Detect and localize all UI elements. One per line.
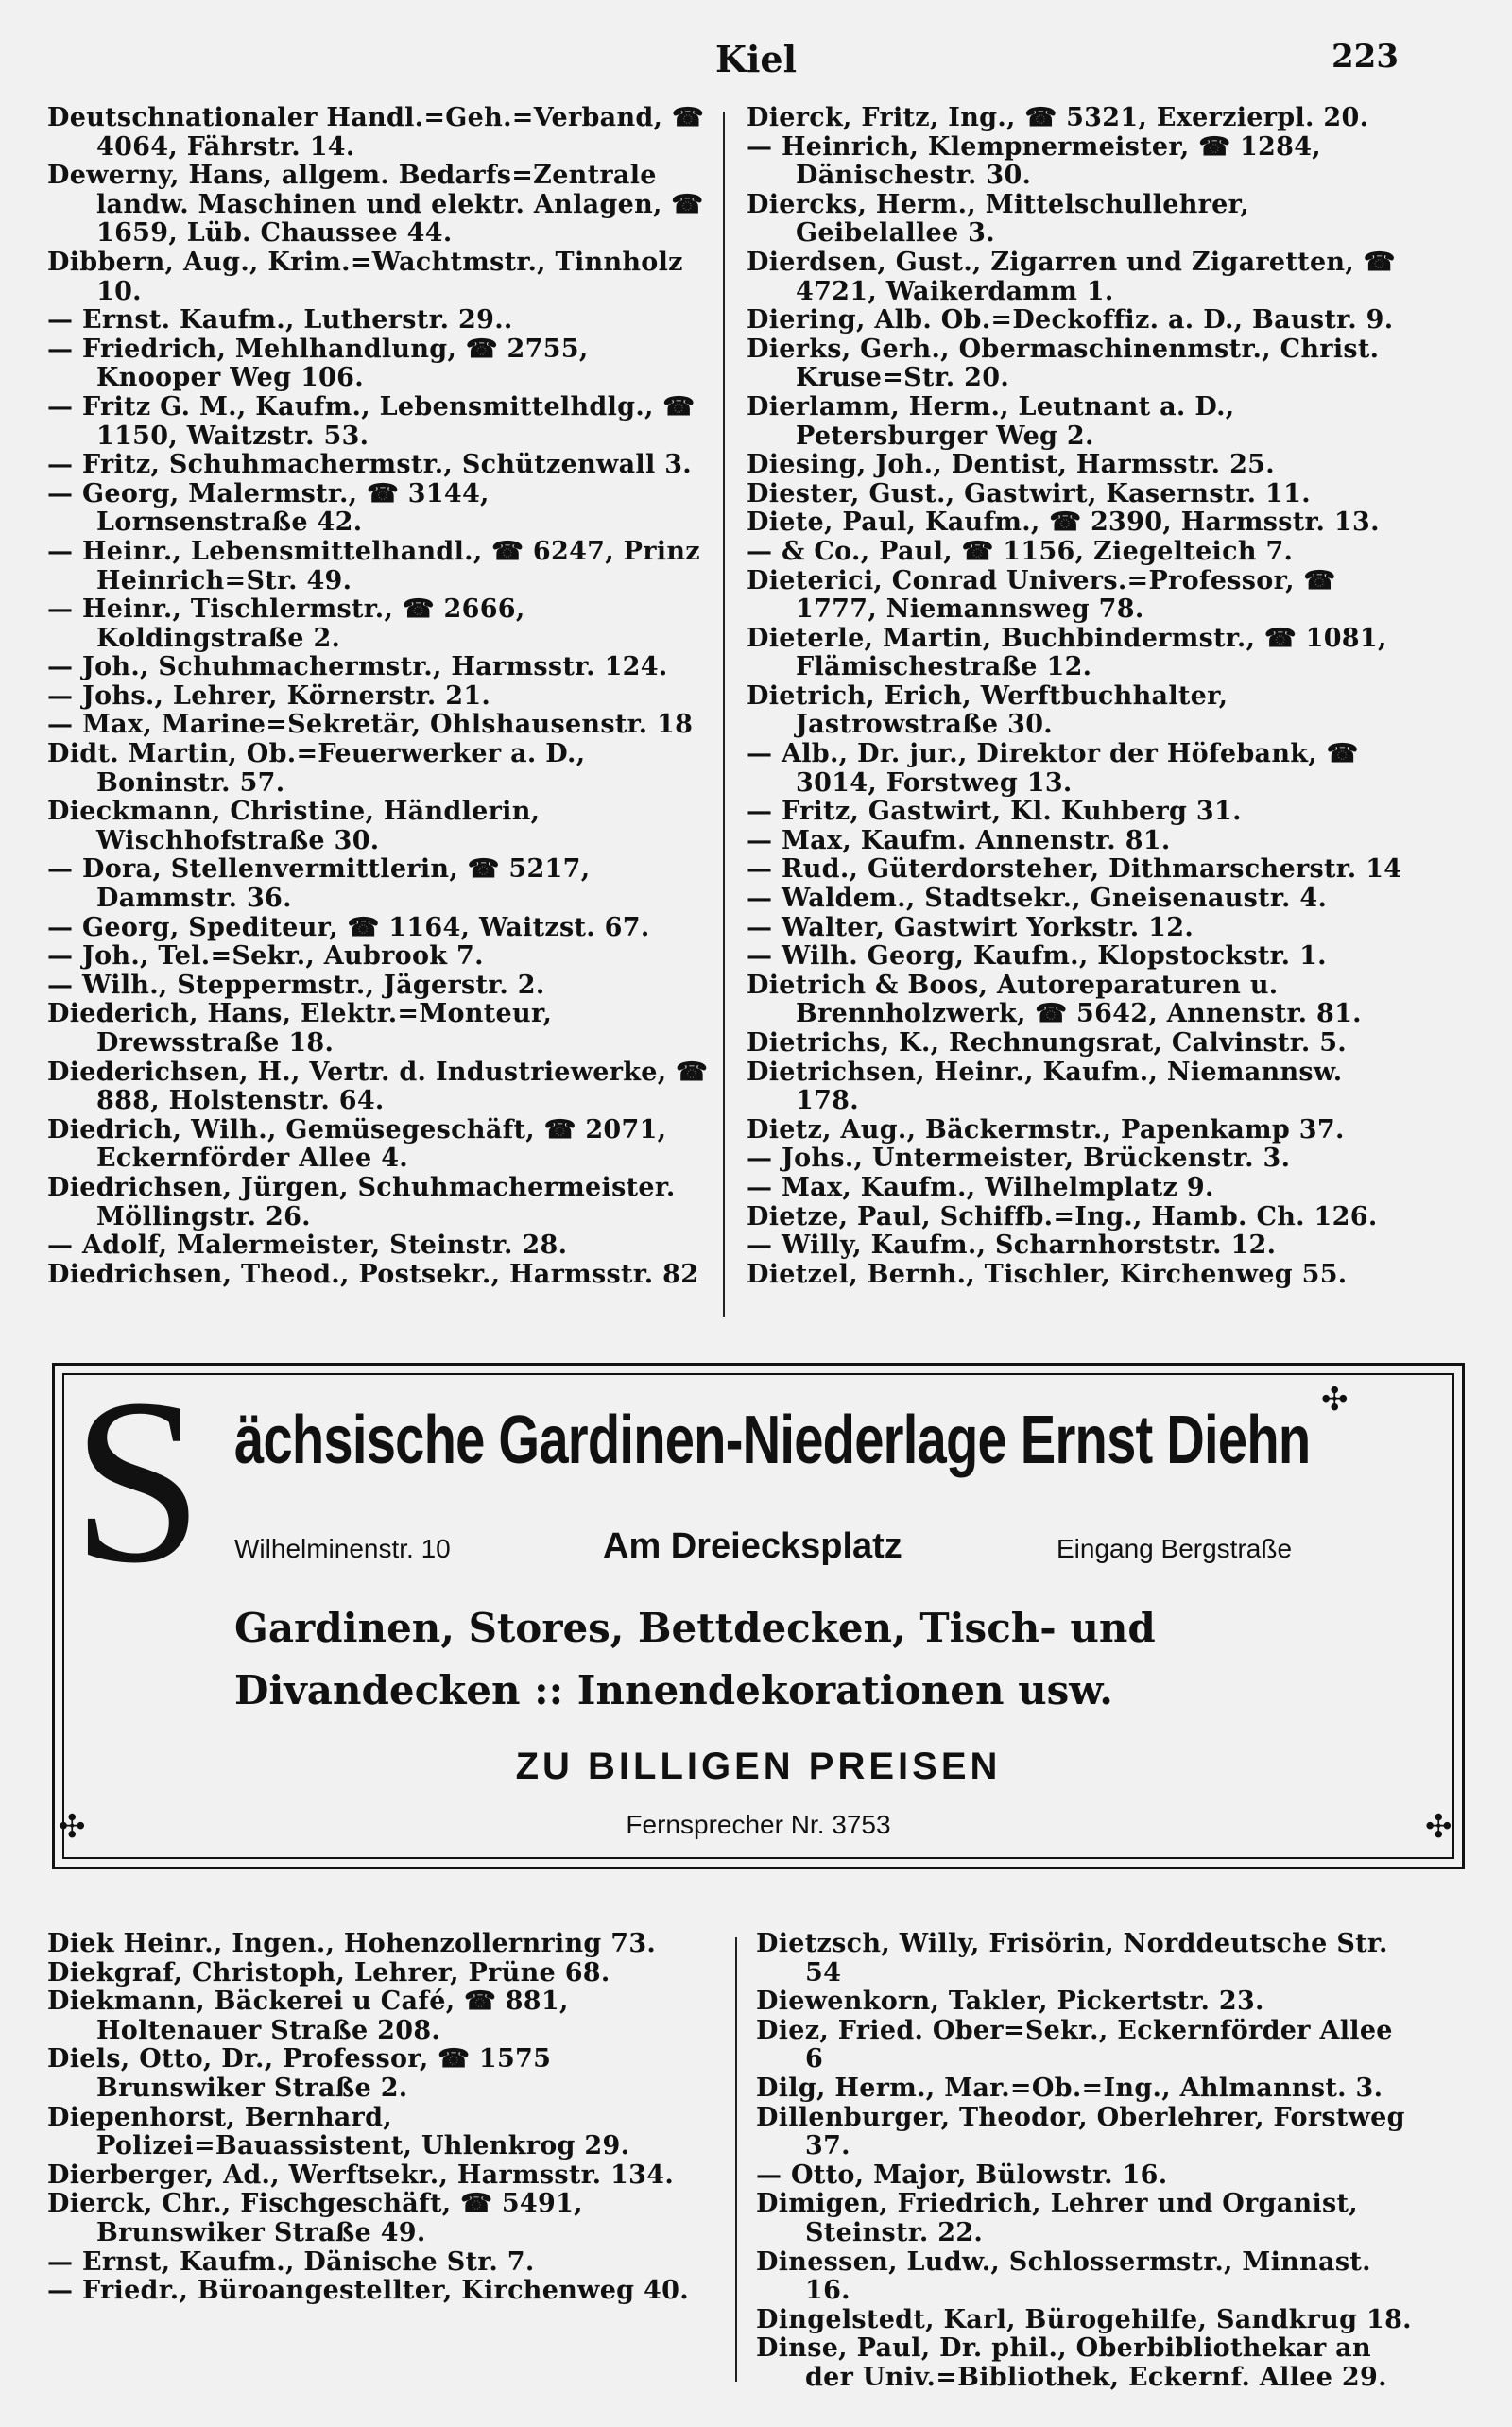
directory-entry: Diekgraf, Christoph, Lehrer, Prüne 68.: [47, 1957, 610, 1988]
directory-entry: Dibbern, Aug., Krim.=Wachtmstr., Tinnholz 10.: [47, 247, 683, 306]
city-title: Kiel: [714, 38, 798, 80]
directory-entry: Dingelstedt, Karl, Bürogehilfe, Sandkrug 18.: [756, 2304, 1412, 2334]
directory-entry: — Johs., Lehrer, Körnerstr. 21.: [47, 680, 491, 711]
advertisement-box: [52, 1351, 1465, 1869]
directory-entry: Diedrichsen, Theod., Postsekr., Harmsstr. 82: [47, 1259, 699, 1289]
directory-entry: Diekmann, Bäckerei u Café, ☎ 881, Holtenauer Straße 208.: [47, 1987, 569, 2045]
directory-entry: — Fritz, Schuhmachermstr., Schützenwall 3.: [47, 450, 692, 480]
directory-entry: Dewerny, Hans, allgem. Bedarfs=Zentrale landw. Maschinen und elektr. Anlagen, ☎ 1659, Lüb. Chaussee 44.: [47, 161, 704, 249]
directory-entry: Dierck, Fritz, Ing., ☎ 5321, Exerzierpl. 20.: [747, 103, 1369, 132]
directory-entry: — Walter, Gastwirt Yorkstr. 12.: [747, 912, 1194, 942]
directory-entry: Diek Heinr., Ingen., Hohenzollernring 73.: [47, 1929, 657, 1958]
directory-entry: — Max, Marine=Sekretär, Ohlshausenstr. 18: [47, 710, 694, 740]
ornament-icon: ✣: [1425, 1808, 1452, 1846]
directory-entry: Dietzel, Bernh., Tischler, Kirchenweg 55.: [747, 1259, 1348, 1289]
directory-entry: — Max, Kaufm. Annenstr. 81.: [747, 825, 1171, 855]
ad-slogan: ZU BILLIGEN PREISEN: [515, 1746, 1002, 1787]
ad-products-line: Divandecken :: Innendekorationen usw.: [234, 1667, 1113, 1713]
directory-entry: Dillenburger, Theodor, Oberlehrer, Forstweg 37.: [756, 2102, 1405, 2161]
directory-entry: Deutschnationaler Handl.=Geh.=Verband, ☎ 4064, Fährstr. 14.: [47, 103, 704, 162]
directory-entry: Diez, Fried. Ober=Sekr., Eckernförder Allee 6: [756, 2015, 1393, 2074]
directory-entry: — Georg, Spediteur, ☎ 1164, Waitzst. 67.: [47, 912, 650, 942]
directory-entry: — Georg, Malermstr., ☎ 3144, Lornsenstraße 42.: [47, 478, 490, 538]
directory-entry: — Joh., Schuhmachermstr., Harmsstr. 124.: [47, 652, 668, 682]
directory-entry: Dinse, Paul, Dr. phil., Oberbibliothekar an der Univ.=Bibliothek, Eckernf. Allee 29.: [756, 2333, 1387, 2392]
directory-entry: Dietz, Aug., Bäckermstr., Papenkamp 37.: [747, 1114, 1345, 1145]
directory-entry: Dieckmann, Christine, Händlerin, Wischhofstraße 30.: [47, 797, 541, 855]
column-divider: [723, 112, 725, 1317]
directory-entry: Dimigen, Friedrich, Lehrer und Organist, Steinstr. 22.: [756, 2189, 1359, 2247]
directory-entry: Diesing, Joh., Dentist, Harmsstr. 25.: [747, 450, 1275, 480]
directory-entry: — Friedrich, Mehlhandlung, ☎ 2755, Knooper Weg 106.: [47, 334, 589, 393]
directory-entry: Diederichsen, H., Vertr. d. Industriewerke, ☎ 888, Holstenstr. 64.: [47, 1057, 709, 1116]
directory-entry: Dierlamm, Herm., Leutnant a. D., Petersburger Weg 2.: [747, 391, 1235, 451]
directory-entry: Dietrich & Boos, Autoreparaturen u. Brennholzwerk, ☎ 5642, Annenstr. 81.: [747, 970, 1362, 1029]
directory-entry: Dieterici, Conrad Univers.=Professor, ☎ 1777, Niemannsweg 78.: [747, 565, 1336, 625]
directory-column-bottom-right: [756, 1930, 1418, 2393]
directory-entry: — Wilh., Steppermstr., Jägerstr. 2.: [47, 970, 545, 1000]
directory-entry: Dierberger, Ad., Werftsekr., Harmsstr. 134.: [47, 2160, 675, 2190]
directory-entry: — Johs., Untermeister, Brückenstr. 3.: [747, 1144, 1291, 1174]
directory-entry: Dietrichs, K., Rechnungsrat, Calvinstr. 5.: [747, 1028, 1348, 1058]
directory-entry: Dilg, Herm., Mar.=Ob.=Ing., Ahlmannst. 3.: [756, 2073, 1383, 2103]
directory-entry: — Alb., Dr. jur., Direktor der Höfebank, ☎ 3014, Forstweg 13.: [747, 739, 1359, 798]
ornament-icon: ✣: [59, 1808, 86, 1846]
directory-entry: — Dora, Stellenvermittlerin, ☎ 5217, Dammstr. 36.: [47, 854, 591, 914]
directory-entry: — Fritz G. M., Kaufm., Lebensmittelhdlg., ☎ 1150, Waitzstr. 53.: [47, 391, 696, 451]
directory-entry: Dierck, Chr., Fischgeschäft, ☎ 5491, Brunswiker Straße 49.: [47, 2189, 583, 2247]
ad-address: Wilhelminenstr. 10: [234, 1534, 451, 1563]
directory-entry: — Heinrich, Klempnermeister, ☎ 1284, Dänischestr. 30.: [747, 131, 1322, 191]
directory-entry: Dietze, Paul, Schiffb.=Ing., Hamb. Ch. 126.: [747, 1201, 1378, 1231]
directory-entry: — & Co., Paul, ☎ 1156, Ziegelteich 7.: [747, 536, 1294, 566]
directory-entry: — Fritz, Gastwirt, Kl. Kuhberg 31.: [747, 797, 1242, 827]
column-divider: [735, 1937, 737, 2382]
ad-products: [234, 1597, 1156, 1722]
directory-entry: Diewenkorn, Takler, Pickertstr. 23.: [756, 1987, 1264, 2017]
directory-entry: Diedrichsen, Jürgen, Schuhmachermeister. Möllingstr. 26.: [47, 1172, 676, 1231]
directory-entry: — Waldem., Stadtsekr., Gneisenaustr. 4.: [747, 884, 1328, 914]
directory-entry: — Willy, Kaufm., Scharnhorststr. 12.: [747, 1231, 1277, 1261]
directory-entry: Dietrich, Erich, Werftbuchhalter, Jastrowstraße 30.: [747, 680, 1228, 740]
directory-entry: — Ernst. Kaufm., Lutherstr. 29..: [47, 305, 513, 336]
directory-entry: — Max, Kaufm., Wilhelmplatz 9.: [747, 1172, 1214, 1202]
directory-entry: Diederich, Hans, Elektr.=Monteur, Drewsstraße 18.: [47, 999, 553, 1058]
directory-entry: Diering, Alb. Ob.=Deckoffiz. a. D., Baustr. 9.: [747, 305, 1394, 336]
directory-column-bottom-left: [47, 1930, 709, 2306]
directory-entry: Dietrichsen, Heinr., Kaufm., Niemannsw. 178.: [747, 1057, 1343, 1116]
page-header: [0, 38, 1512, 85]
directory-entry: — Wilh. Georg, Kaufm., Klopstockstr. 1.: [747, 941, 1327, 972]
page-number: 223: [1332, 38, 1399, 76]
directory-entry: Didt. Martin, Ob.=Feuerwerker a. D., Boninstr. 57.: [47, 739, 586, 798]
ad-initial-letter: S: [72, 1351, 204, 1612]
ornament-icon: ✣: [1321, 1381, 1349, 1419]
ad-company-name: ächsische Gardinen-Niederlage Ernst Diehn: [234, 1403, 1311, 1478]
ad-products-line: Gardinen, Stores, Bettdecken, Tisch- und: [234, 1605, 1156, 1651]
directory-entry: — Heinr., Lebensmittelhandl., ☎ 6247, Prinz Heinrich=Str. 49.: [47, 536, 700, 595]
directory-entry: Dinessen, Ludw., Schlossermstr., Minnast. 16.: [756, 2246, 1371, 2306]
directory-entry: Diete, Paul, Kaufm., ☎ 2390, Harmsstr. 13.: [747, 508, 1380, 538]
directory-column-top-left: [47, 104, 709, 1289]
directory-entry: Diepenhorst, Bernhard, Polizei=Bauassistent, Uhlenkrog 29.: [47, 2102, 630, 2161]
directory-entry: — Ernst, Kaufm., Dänische Str. 7.: [47, 2246, 535, 2277]
directory-entry: Diercks, Herm., Mittelschullehrer, Geibelallee 3.: [747, 189, 1249, 249]
ad-entrance: Eingang Bergstraße: [1057, 1534, 1293, 1563]
ad-location: Am Dreiecksplatz: [603, 1526, 902, 1566]
directory-entry: — Heinr., Tischlermstr., ☎ 2666, Koldingstraße 2.: [47, 594, 525, 653]
directory-entry: Diester, Gust., Gastwirt, Kasernstr. 11.: [747, 478, 1311, 508]
directory-entry: — Joh., Tel.=Sekr., Aubrook 7.: [47, 941, 484, 972]
directory-column-top-right: [747, 104, 1408, 1289]
directory-entry: Dietzsch, Willy, Frisörin, Norddeutsche Str. 54: [756, 1929, 1388, 1988]
directory-entry: Dieterle, Martin, Buchbindermstr., ☎ 1081, Flämischestraße 12.: [747, 623, 1387, 682]
directory-entry: Diedrich, Wilh., Gemüsegeschäft, ☎ 2071, Eckernförder Allee 4.: [47, 1114, 667, 1174]
directory-entry: Dierks, Gerh., Obermaschinenmstr., Christ. Kruse=Str. 20.: [747, 334, 1380, 393]
directory-entry: — Friedr., Büroangestellter, Kirchenweg 40.: [47, 2276, 689, 2306]
ad-inner-frame: [59, 1351, 1454, 1859]
directory-entry: Dierdsen, Gust., Zigarren und Zigaretten, ☎ 4721, Waikerdamm 1.: [747, 247, 1396, 306]
directory-entry: — Otto, Major, Bülowstr. 16.: [756, 2160, 1168, 2190]
directory-entry: — Rud., Güterdorsteher, Dithmarscherstr. 14: [747, 854, 1402, 885]
directory-entry: Diels, Otto, Dr., Professor, ☎ 1575 Brunswiker Straße 2.: [47, 2044, 552, 2103]
directory-entry: — Adolf, Malermeister, Steinstr. 28.: [47, 1231, 568, 1261]
ad-phone: Fernsprecher Nr. 3753: [626, 1810, 891, 1839]
